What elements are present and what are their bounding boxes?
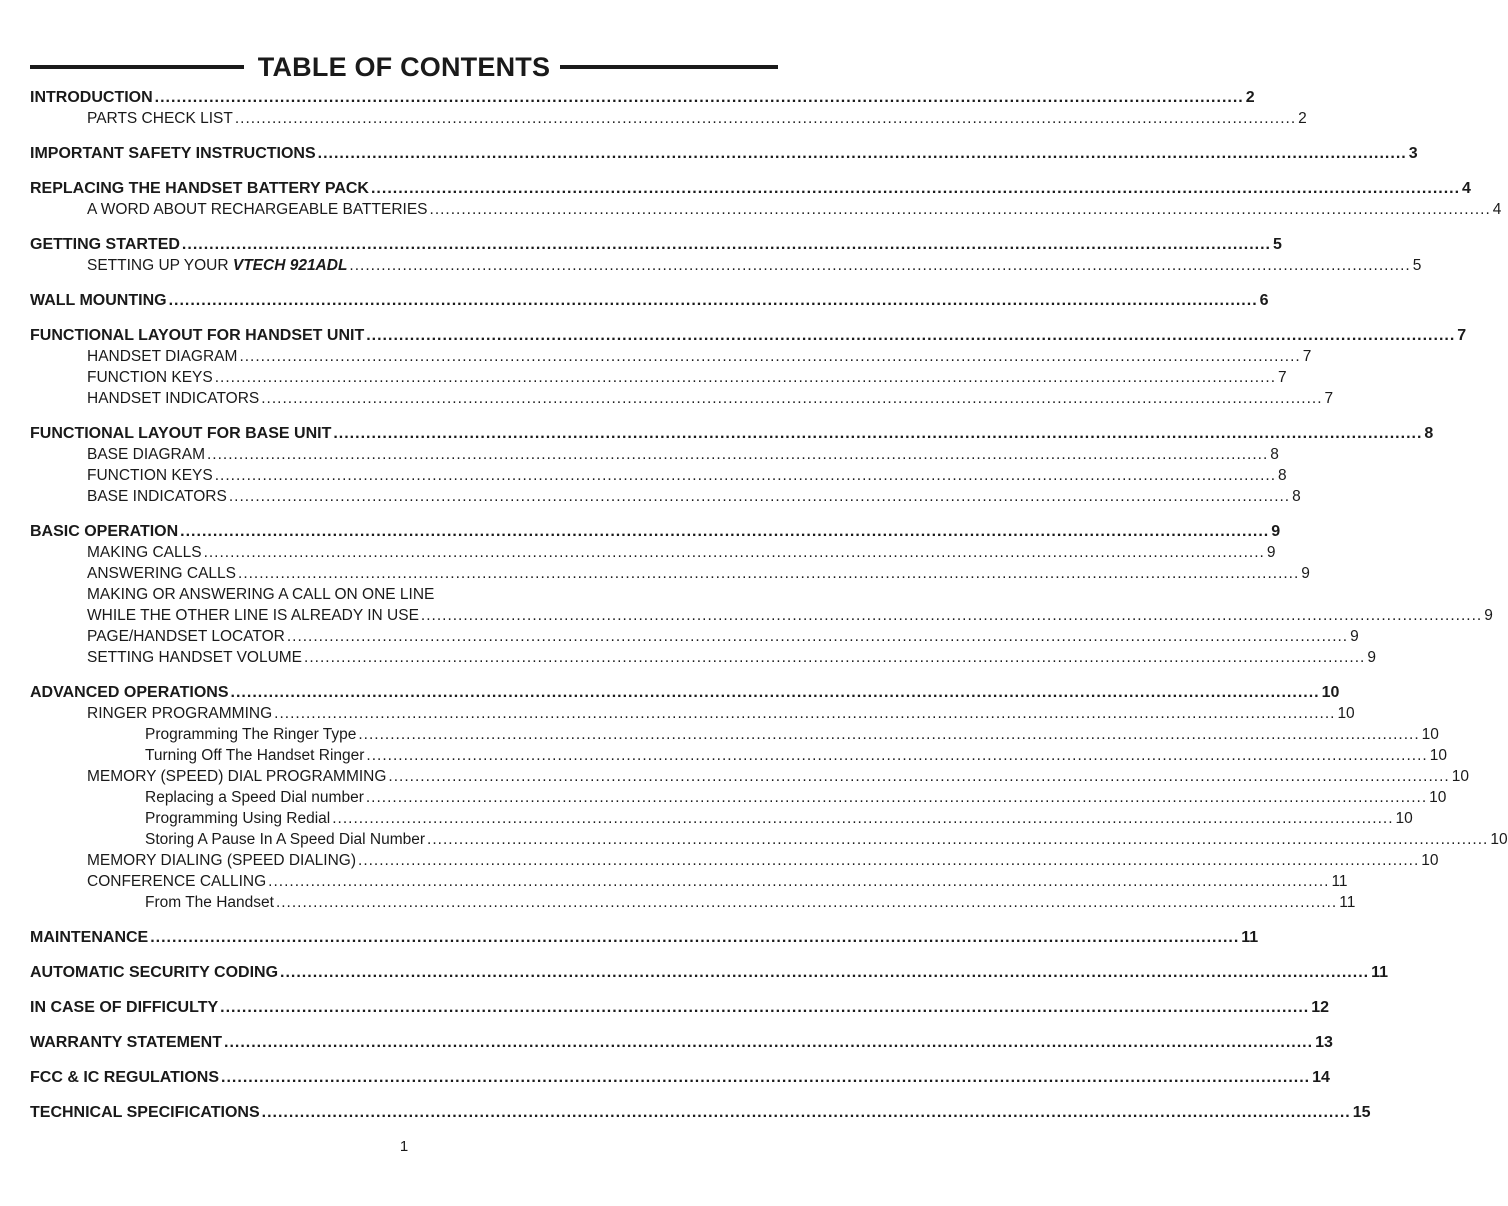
leader-dots: ........................................................................................................................................................................................................	[365, 789, 1428, 806]
toc-entry-page: 3	[1408, 145, 1418, 162]
toc-entry-page: 14	[1312, 1069, 1330, 1086]
toc-entry	[30, 648, 1376, 668]
toc-entry-label: MAKING CALLS	[87, 544, 202, 561]
toc-entry-label: PARTS CHECK LIST	[87, 110, 233, 127]
toc-entry-page: 6	[1259, 292, 1269, 309]
leader-dots: ........................................................................................................................................................................................................	[304, 649, 1366, 666]
leader-dots: ........................................................................................................................................................................................................	[181, 236, 1271, 253]
toc-entry	[30, 1103, 1371, 1123]
toc-entry-label: AUTOMATIC SECURITY CODING	[30, 964, 279, 981]
title-rule-left	[30, 65, 244, 69]
toc-entry	[30, 200, 1502, 220]
toc-entry	[30, 830, 1508, 850]
toc-entry-label: GETTING STARTED	[30, 236, 180, 253]
toc-entry-page: 9	[1271, 523, 1281, 540]
toc-entry	[30, 235, 1282, 255]
title-row	[30, 50, 778, 84]
leader-dots: ........................................................................................................................................................................................................	[280, 964, 1370, 981]
toc-entry	[30, 788, 1447, 808]
toc-entry	[30, 326, 1467, 346]
toc-entry	[30, 928, 1259, 948]
toc-entry-label: TECHNICAL SPECIFICATIONS	[30, 1104, 260, 1121]
toc-entry-page: 7	[1324, 390, 1334, 407]
toc-entry	[30, 851, 1439, 871]
toc-entry-page: 8	[1278, 467, 1287, 484]
toc-entry	[30, 564, 1310, 584]
leader-dots: ........................................................................................................................................................................................................	[221, 1069, 1311, 1086]
toc-entry-label: ANSWERING CALLS	[87, 565, 237, 582]
toc-entry-label: REPLACING THE HANDSET BATTERY PACK	[30, 180, 369, 197]
toc-entry	[30, 606, 1493, 626]
toc-entry	[30, 963, 1388, 983]
toc-entry-page: 10	[1395, 810, 1413, 827]
toc-entry-label: FUNCTIONAL LAYOUT FOR HANDSET UNIT	[30, 327, 365, 344]
toc-entry	[30, 998, 1329, 1018]
leader-dots: ........................................................................................................................................................................................................	[317, 145, 1407, 162]
toc-entry-label: MEMORY (SPEED) DIAL PROGRAMMING	[87, 768, 387, 785]
toc-entry	[30, 347, 1312, 367]
leader-dots: ........................................................................................................................................................................................................	[207, 446, 1269, 463]
toc-entry-label: Turning Off The Handset Ringer	[145, 747, 365, 764]
toc-entry	[30, 487, 1301, 507]
toc-entry-page: 10	[1321, 684, 1340, 701]
toc-entry-page: 11	[1331, 873, 1348, 890]
leader-dots: ........................................................................................................................................................................................................	[429, 201, 1491, 218]
toc-entry-page: 9	[1367, 649, 1376, 666]
toc-entry-page: 10	[1421, 852, 1439, 869]
toc-entry-label: FUNCTIONAL LAYOUT FOR BASE UNIT	[30, 425, 332, 442]
toc-entry-label: Storing A Pause In A Speed Dial Number	[145, 831, 426, 848]
leader-dots: ........................................................................................................................................................................................................	[224, 1034, 1314, 1051]
toc-entry-page: 8	[1292, 488, 1301, 505]
leader-dots: ........................................................................................................................................................................................................	[180, 523, 1270, 540]
toc-entry-page: 11	[1339, 894, 1356, 911]
toc-entry	[30, 585, 752, 605]
toc-entry-label: HANDSET INDICATORS	[87, 390, 260, 407]
toc-entry	[30, 627, 1359, 647]
toc-entry	[30, 704, 1355, 724]
toc-entry	[30, 872, 1348, 892]
toc-entry	[30, 893, 1356, 913]
toc-entry-page: 7	[1302, 348, 1312, 365]
toc-entry-page: 5	[1412, 257, 1422, 274]
toc-entry	[30, 543, 1276, 563]
toc-entry-emphasis: VTECH 921ADL	[232, 257, 348, 274]
toc-entry-page: 9	[1484, 607, 1493, 624]
toc-entry-page: 13	[1315, 1034, 1333, 1051]
toc-entry	[30, 88, 1255, 108]
toc-entry-label: From The Handset	[145, 894, 274, 911]
leader-dots: ........................................................................................................................................................................................................	[214, 467, 1277, 484]
toc-entry	[30, 389, 1334, 409]
toc-entry-label: PAGE/HANDSET LOCATOR	[87, 628, 285, 645]
leader-dots: ........................................................................................................................................................................................................	[358, 852, 1420, 869]
leader-dots: ........................................................................................................................................................................................................	[238, 565, 1300, 582]
toc-entry-page: 8	[1270, 446, 1279, 463]
toc-entry-label: A WORD ABOUT RECHARGEABLE BATTERIES	[87, 201, 428, 218]
leader-dots: ........................................................................................................................................................................................................	[239, 348, 1301, 365]
toc-entry-page: 12	[1311, 999, 1329, 1016]
toc-entry	[30, 256, 1422, 276]
toc-entry-page: 11	[1371, 964, 1388, 981]
leader-dots: ........................................................................................................................................................................................................	[275, 894, 1338, 911]
toc-entry	[30, 109, 1307, 129]
toc-entry-page: 11	[1241, 929, 1259, 946]
leader-dots: ........................................................................................................................................................................................................	[427, 831, 1489, 848]
toc-entry-page: 10	[1421, 726, 1439, 743]
toc-entry-label: FUNCTION KEYS	[87, 467, 213, 484]
toc-entry-page: 15	[1352, 1104, 1371, 1121]
leader-dots: ........................................................................................................................................................................................................	[168, 292, 1258, 309]
leader-dots: ........................................................................................................................................................................................................	[230, 684, 1320, 701]
toc-entry-page: 10	[1490, 831, 1508, 848]
toc-entry-label: IMPORTANT SAFETY INSTRUCTIONS	[30, 145, 316, 162]
leader-dots: ........................................................................................................................................................................................................	[358, 726, 1420, 743]
leader-dots: ........................................................................................................................................................................................................	[366, 327, 1456, 344]
leader-dots: ........................................................................................................................................................................................................	[261, 1104, 1351, 1121]
toc-entry-page: 9	[1266, 544, 1276, 561]
page-title: TABLE OF CONTENTS	[257, 52, 551, 82]
toc-entry	[30, 1033, 1333, 1053]
leader-dots: ........................................................................................................................................................................................................	[234, 110, 1297, 127]
toc-entry-page: 10	[1429, 789, 1447, 806]
toc-entry-page: 2	[1298, 110, 1307, 127]
toc-entry-label: FCC & IC REGULATIONS	[30, 1069, 220, 1086]
toc-entry-label: MEMORY DIALING (SPEED DIALING)	[87, 852, 357, 869]
toc-entry	[30, 424, 1434, 444]
toc-entry-label: INTRODUCTION	[30, 89, 153, 106]
toc-entry-label: HANDSET DIAGRAM	[87, 348, 238, 365]
toc-entry-page: 10	[1451, 768, 1469, 785]
toc-entry-label: BASE DIAGRAM	[87, 446, 205, 463]
leader-dots: ........................................................................................................................................................................................................	[220, 999, 1310, 1016]
toc-entry-page: 10	[1337, 705, 1355, 722]
toc-entry-page: 4	[1462, 180, 1471, 197]
toc-entry-page: 9	[1301, 565, 1310, 582]
leader-dots: ........................................................................................................................................................................................................	[388, 768, 1450, 785]
toc-entry-label: Replacing a Speed Dial number	[145, 789, 364, 806]
toc-entry-label: MAKING OR ANSWERING A CALL ON ONE LINE	[87, 586, 435, 603]
leader-dots: ........................................................................................................................................................................................................	[332, 810, 1394, 827]
toc-entry	[30, 466, 1287, 486]
toc-entry	[30, 291, 1269, 311]
toc-entry	[30, 683, 1340, 703]
toc-entry-page: 2	[1245, 89, 1255, 106]
toc-entry-page: 9	[1350, 628, 1359, 645]
toc-entry-label: ADVANCED OPERATIONS	[30, 684, 229, 701]
leader-dots: ........................................................................................................................................................................................................	[274, 705, 1336, 722]
leader-dots: ........................................................................................................................................................................................................	[214, 369, 1277, 386]
toc-entry-label: RINGER PROGRAMMING	[87, 705, 273, 722]
toc-entry	[30, 767, 1469, 787]
leader-dots: ........................................................................................................................................................................................................	[268, 873, 1330, 890]
leader-dots: ........................................................................................................................................................................................................	[150, 929, 1240, 946]
toc-entry-label: BASE INDICATORS	[87, 488, 227, 505]
toc-entry	[30, 522, 1281, 542]
leader-dots: ........................................................................................................................................................................................................	[366, 747, 1428, 764]
toc-entry-label: WHILE THE OTHER LINE IS ALREADY IN USE	[87, 607, 419, 624]
leader-dots: ........................................................................................................................................................................................................	[420, 607, 1483, 624]
toc-entry-label: SETTING HANDSET VOLUME	[87, 649, 303, 666]
toc-entry-label: WALL MOUNTING	[30, 292, 167, 309]
toc-entry-label: IN CASE OF DIFFICULTY	[30, 999, 219, 1016]
toc-entry-label: CONFERENCE CALLING	[87, 873, 267, 890]
toc-entry	[30, 746, 1447, 766]
toc-entry-label: Programming The Ringer Type	[145, 726, 357, 743]
toc-entry	[30, 179, 1471, 199]
toc-entry-page: 7	[1278, 369, 1287, 386]
toc-entry-label: MAINTENANCE	[30, 929, 149, 946]
toc-entry	[30, 144, 1418, 164]
toc-entry-label: Programming Using Redial	[145, 810, 331, 827]
toc-entry	[30, 445, 1279, 465]
leader-dots: ........................................................................................................................................................................................................	[203, 544, 1265, 561]
toc-entry-page: 4	[1492, 201, 1502, 218]
title-rule-right	[560, 65, 778, 69]
toc-entry-label: WARRANTY STATEMENT	[30, 1034, 222, 1051]
toc-entry-label: BASIC OPERATION	[30, 523, 179, 540]
toc-entry	[30, 725, 1439, 745]
leader-dots: ........................................................................................................................................................................................................	[154, 89, 1244, 106]
toc-entry-label: FUNCTION KEYS	[87, 369, 213, 386]
toc-entry-page: 8	[1424, 425, 1434, 442]
toc-entry-label: SETTING UP YOUR	[87, 257, 229, 274]
toc-entry-page: 5	[1272, 236, 1282, 253]
leader-dots: ........................................................................................................................................................................................................	[228, 488, 1291, 505]
leader-dots: ........................................................................................................................................................................................................	[370, 180, 1461, 197]
leader-dots: ........................................................................................................................................................................................................	[333, 425, 1423, 442]
leader-dots: ........................................................................................................................................................................................................	[286, 628, 1349, 645]
toc-entry	[30, 1068, 1330, 1088]
leader-dots: ........................................................................................................................................................................................................	[349, 257, 1411, 274]
toc-entry	[30, 809, 1413, 829]
toc-entry-page: 7	[1457, 327, 1467, 344]
page-number: 1	[399, 1138, 409, 1155]
toc-entry-page: 10	[1429, 747, 1447, 764]
toc-entry	[30, 368, 1287, 388]
leader-dots: ........................................................................................................................................................................................................	[261, 390, 1323, 407]
